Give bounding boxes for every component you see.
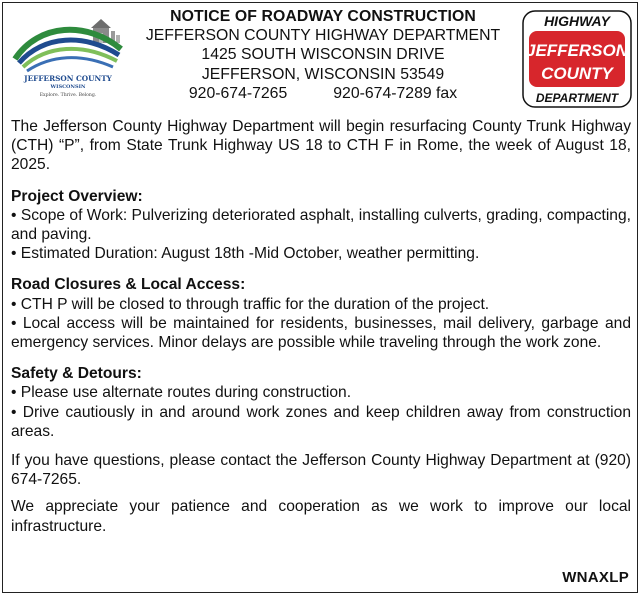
county-logo-state: WISCONSIN: [50, 84, 86, 90]
notice-title: NOTICE OF ROADWAY CONSTRUCTION: [170, 8, 476, 25]
badge-top-text: HIGHWAY: [544, 13, 610, 29]
notice-ad: [2, 2, 638, 593]
section-title-safety-detours: Safety & Detours:: [11, 365, 142, 383]
phone-line: [121, 84, 525, 103]
badge-bottom-text: DEPARTMENT: [535, 91, 619, 105]
badge-middle-text-2: COUNTY: [541, 64, 613, 83]
bullet-alternate-routes: • Please use alternate routes during construction.: [11, 384, 352, 402]
notice-header: [3, 3, 637, 115]
publication-code: WNAXLP: [562, 569, 629, 586]
highway-department-badge: [521, 9, 633, 109]
notice-body: [11, 117, 631, 536]
county-landscape-icon: [9, 15, 127, 75]
bullet-cth-p-closed: • CTH P will be closed to through traffic for the duration of the project.: [11, 295, 490, 313]
bullet-scope-of-work: • Scope of Work: Pulverizing deteriorated asphalt, installing culverts, grading, compacting, and paving.: [11, 206, 631, 244]
bullet-estimated-duration: • Estimated Duration: August 18th -Mid October, weather permitting.: [11, 245, 480, 263]
bullet-drive-cautiously: • Drive cautiously in and around work zones and keep children away from construction areas.: [11, 403, 631, 440]
contact-paragraph: If you have questions, please contact the Jefferson County Highway Department at (920) 674-7265.: [11, 452, 631, 489]
intro-paragraph: The Jefferson County Highway Department will begin resurfacing County Trunk Highway (CTH) “P”, from State Trunk Highway US 18 to CTH F in Rome, the week of August 18, 2025.: [11, 118, 631, 174]
fax-number: 920-674-7289 fax: [333, 85, 458, 103]
department-address-block: [121, 7, 525, 104]
county-logo-tagline: Explore. Thrive. Belong.: [39, 93, 97, 98]
department-name: JEFFERSON COUNTY HIGHWAY DEPARTMENT: [145, 27, 501, 44]
bullet-local-access: • Local access will be maintained for residents, businesses, mail delivery, garbage and emergency services. Minor delays are possible while traveling through the work zone.: [11, 314, 631, 352]
closing-paragraph: We appreciate your patience and cooperation as we work to improve our local infrastructure.: [11, 498, 631, 535]
highway-badge-icon: [521, 9, 633, 109]
street-address: 1425 SOUTH WISCONSIN DRIVE: [201, 46, 445, 64]
jefferson-county-logo: [9, 15, 127, 105]
badge-middle-text-1: JEFFERSON: [525, 41, 629, 60]
city-state-zip: JEFFERSON, WISCONSIN 53549: [201, 65, 445, 83]
phone-number: 920-674-7265: [188, 85, 288, 103]
county-logo-name: JEFFERSON COUNTY: [24, 74, 112, 83]
section-title-project-overview: Project Overview:: [11, 187, 143, 205]
section-title-road-closures: Road Closures & Local Access:: [11, 276, 246, 294]
